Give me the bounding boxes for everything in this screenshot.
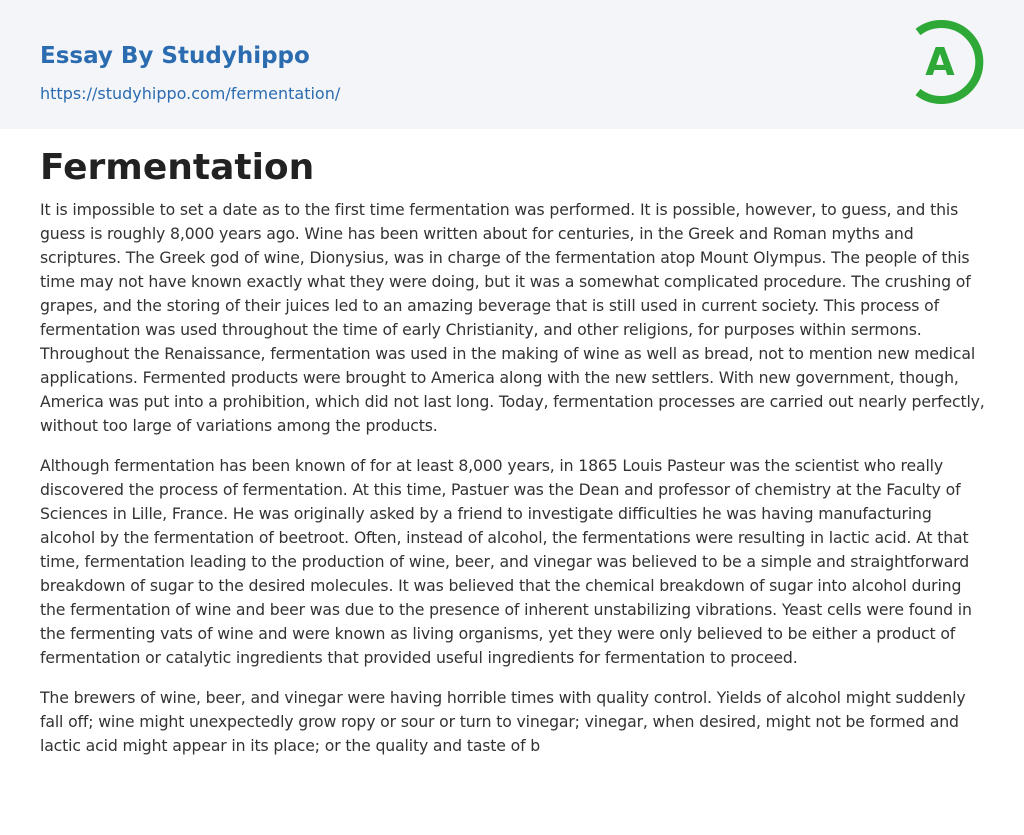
paragraph-2: Although fermentation has been known of for at least 8,000 years, in 1865 Louis Pasteur was the scientist who really discovered the process of fermentation. At this time, Pastuer was the Dean and professor of chemistry at the Faculty of Sciences in Lille, France. He was originally asked by a friend to investigate difficulties he was having manufacturing alcohol by the fermentation of beetroot. Often, instead of alcohol, the fermentations were resulting in lactic acid. At that time, fermentation leading to the production of wine, beer, and vinegar was believed to be a simple and straightforward breakdown of sugar to the desired molecules. It was believed that the chemical breakdown of sugar into alcohol during the fermentation of wine and beer was due to the presence of inherent unstabilizing vibrations. Yeast cells were found in the fermenting vats of wine and were known as living organisms, yet they were only believed to be either a product of fermentation or catalytic ingredients that provided useful ingredients for fermentation to proceed. (40, 456, 972, 667)
article (40, 146, 988, 758)
page-title: Fermentation (40, 147, 315, 188)
paragraph-3: The brewers of wine, beer, and vinegar were having horrible times with quality control. Yields of alcohol might suddenly fall off; wine might unexpectedly grow ropy or sour or turn to vinegar; vinegar, when desired, might not be formed and lactic acid might appear in its place; or the quality and taste of b (40, 688, 966, 755)
logo-letter: A (925, 40, 955, 84)
logo-ring-icon (904, 18, 990, 106)
site-header (0, 0, 1024, 129)
brand-title[interactable]: Essay By Studyhippo (40, 43, 310, 69)
essay-url-link[interactable]: https://studyhippo.com/fermentation/ (40, 84, 341, 103)
studyhippo-logo[interactable] (904, 18, 990, 106)
paragraph-1: It is impossible to set a date as to the first time fermentation was performed. It is possible, however, to guess, and this guess is roughly 8,000 years ago. Wine has been written about for centuries, in the Greek and Roman myths and scriptures. The Greek god of wine, Dionysius, was in charge of the fermentation atop Mount Olympus. The people of this time may not have known exactly what they were doing, but it was a somewhat complicated procedure. The crushing of grapes, and the storing of their juices led to an amazing beverage that is still used in current society. This process of fermentation was used throughout the time of early Christianity, and other religions, for purposes within sermons. Throughout the Renaissance, fermentation was used in the making of wine as well as bread, not to mention new medical applications. Fermented products were brought to America along with the new settlers. With new government, though, America was put into a prohibition, which did not last long. Today, fermentation processes are carried out nearly perfectly, without too large of variations among the products. (40, 200, 985, 435)
